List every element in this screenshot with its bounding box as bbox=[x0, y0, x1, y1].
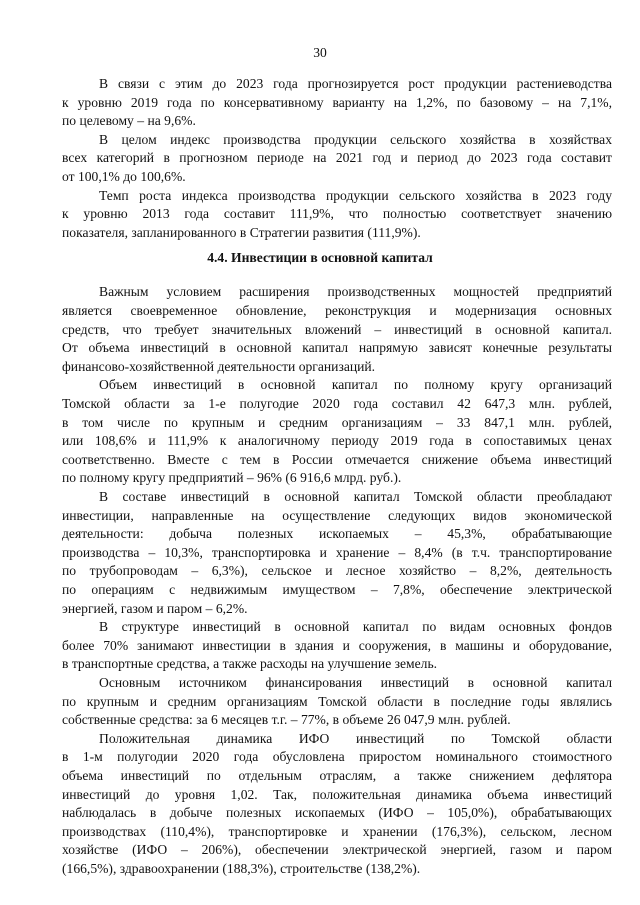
text-line: наблюдалась в добыче полезных ископаемых (ИФО – 105,0%), обрабатывающих bbox=[62, 805, 612, 820]
text-line: в 1-м полугодии 2020 года обусловлена приростом номинального стоимостного bbox=[62, 749, 612, 764]
text-line: В структуре инвестиций в основной капитал по видам основных фондов bbox=[99, 619, 612, 634]
text-line: собственные средства: за 6 месяцев т.г. – 77%, в объеме 26 047,9 млн. рублей. bbox=[62, 712, 511, 727]
page-number: 30 bbox=[313, 45, 327, 60]
text-line: соответственно. Вместе с тем в России отмечается снижение объема инвестиций bbox=[62, 452, 612, 467]
text-line: энергией, газом и паром – 6,2%. bbox=[62, 601, 248, 616]
text-line: всех категорий в прогнозном периоде на 2021 год и период до 2023 года составит bbox=[62, 150, 612, 165]
text-line: Положительная динамика ИФО инвестиций по Томской области bbox=[99, 731, 612, 746]
text-line: (166,5%), здравоохранении (188,3%), строительстве (138,2%). bbox=[62, 861, 421, 876]
text-line: или 108,6% и 111,9% к аналогичному периоду 2019 года в сопоставимых ценах bbox=[62, 433, 612, 448]
text-line: Основным источником финансирования инвестиций в основной капитал bbox=[99, 675, 612, 690]
text-line: к уровню 2019 года по консервативному варианту на 1,2%, по базовому – на 7,1%, bbox=[62, 95, 612, 110]
text-line: производства – 10,3%, транспортировка и хранение – 8,4% (в т.ч. транспортирование bbox=[62, 545, 612, 560]
text-line: хозяйстве (ИФО – 206%), обеспечении электрической энергией, газом и паром bbox=[62, 842, 612, 857]
text-line: по крупным и средним организациям Томской области в последние годы являлись bbox=[62, 694, 612, 709]
text-line: в транспортные средства, а также расходы на улучшение земель. bbox=[62, 656, 438, 671]
text-line: по операциям с недвижимым имуществом – 7,8%, обеспечение электрической bbox=[62, 582, 612, 597]
text-line: В целом индекс производства продукции сельского хозяйства в хозяйствах bbox=[99, 132, 612, 147]
text-line: инвестиций до уровня 1,02. Так, положительная динамика объема инвестиций bbox=[62, 787, 612, 802]
text-line: Важным условием расширения производственных мощностей предприятий bbox=[99, 284, 612, 299]
text-line: Объем инвестиций в основной капитал по полному кругу организаций bbox=[99, 377, 612, 392]
text-line: инвестиции, направленные на осуществление следующих видов экономической bbox=[62, 508, 612, 523]
text-line: к уровню 2013 года составит 111,9%, что полностью соответствует значению bbox=[62, 206, 612, 221]
text-line: показателя, запланированного в Стратегии развития (111,9%). bbox=[62, 225, 421, 240]
text-line: по целевому – на 9,6%. bbox=[62, 113, 196, 128]
text-line: является своевременное обновление, реконструкция и модернизация основных bbox=[62, 303, 612, 318]
text-line: деятельности: добыча полезных ископаемых – 45,3%, обрабатывающие bbox=[62, 526, 612, 541]
text-line: в том числе по крупным и средним организациям – 33 847,1 млн. рублей, bbox=[62, 415, 612, 430]
text-line: от 100,1% до 100,6%. bbox=[62, 169, 186, 184]
text-line: От объема инвестиций в основной капитал напрямую зависят конечные результаты bbox=[62, 340, 612, 355]
text-line: В связи с этим до 2023 года прогнозируется рост продукции растениеводства bbox=[99, 76, 612, 91]
text-line: В составе инвестиций в основной капитал Томской области преобладают bbox=[99, 489, 612, 504]
text-line: по полному кругу предприятий – 96% (6 916,6 млрд. руб.). bbox=[62, 470, 402, 485]
text-line: производствах (110,4%), транспортировке и хранении (176,3%), сельском, лесном bbox=[62, 824, 612, 839]
section-heading: 4.4. Инвестиции в основной капитал bbox=[207, 250, 433, 266]
text-line: Темп роста индекса производства продукции сельского хозяйства в 2023 году bbox=[99, 188, 612, 203]
text-line: средств, что требует значительных вложений – инвестиций в основной капитал. bbox=[62, 322, 612, 337]
text-line: более 70% занимают инвестиции в здания и сооружения, в машины и оборудование, bbox=[62, 638, 612, 653]
text-line: по трубопроводам – 6,3%), сельское и лесное хозяйство – 8,2%, деятельность bbox=[62, 563, 612, 578]
text-line: объема инвестиций по отдельным отраслям, а также снижением дефлятора bbox=[62, 768, 612, 783]
text-line: финансово-хозяйственной деятельности организаций. bbox=[62, 359, 376, 374]
text-line: Томской области за 1-е полугодие 2020 года составил 42 647,3 млн. рублей, bbox=[62, 396, 612, 411]
